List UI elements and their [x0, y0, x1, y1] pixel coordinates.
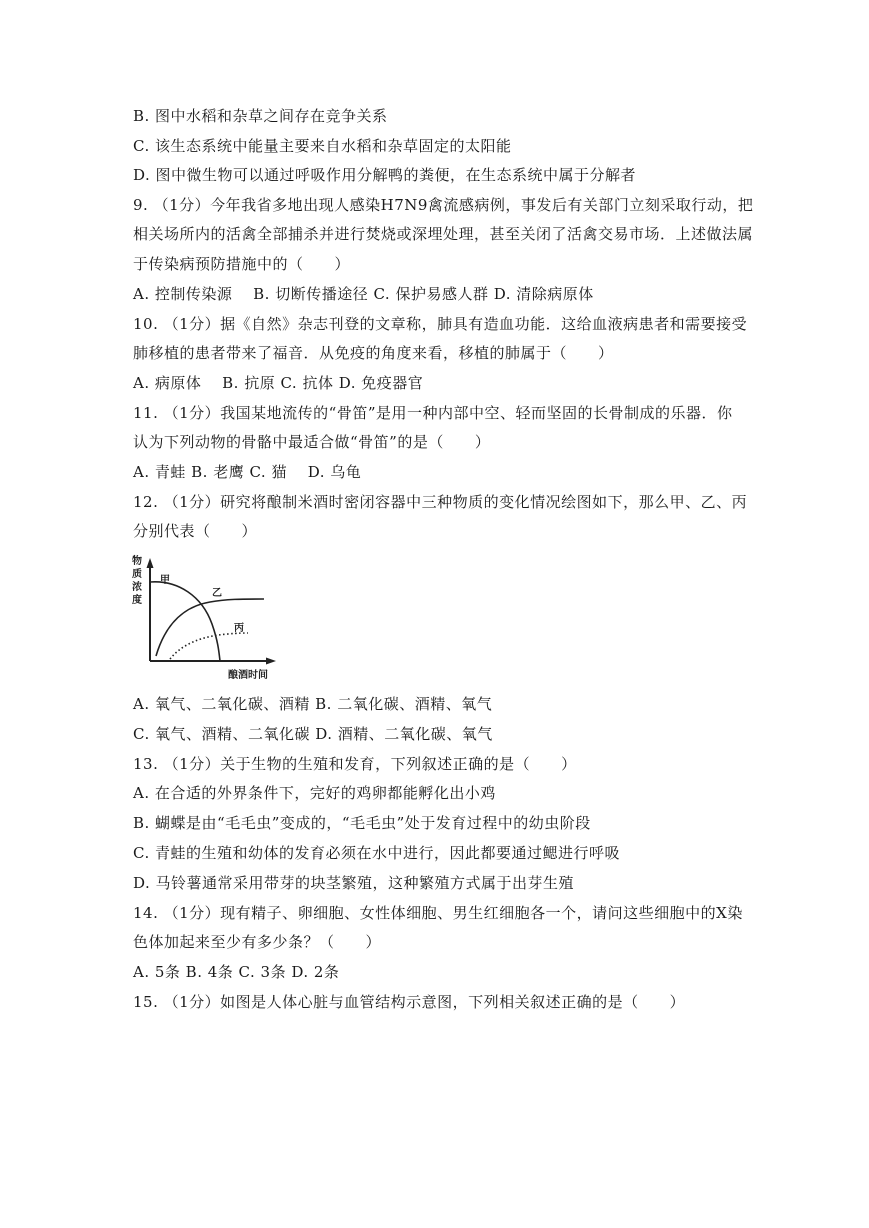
question-12-line-2: 分别代表（ ） — [133, 522, 258, 540]
curve-bing — [170, 633, 248, 659]
question-12-options-ab: A. 氧气、二氧化碳、酒精 B. 二氧化碳、酒精、氧气 — [133, 695, 493, 713]
question-11-options: A. 青蛙 B. 老鹰 C. 猫 D. 乌龟 — [133, 463, 362, 481]
question-10-options: A. 病原体 B. 抗原 C. 抗体 D. 免疫器官 — [133, 374, 424, 392]
question-14-line-2: 色体加起来至少有多少条？（ ） — [133, 933, 382, 951]
question-9-line-1: 9. （1分）今年我省多地出现人感染H7N9禽流感病例，事发后有关部门立刻采取行动，把 — [133, 196, 754, 214]
curve-jia — [150, 582, 220, 661]
question-11-line-1: 11. （1分）我国某地流传的“骨笛”是用一种内部中空、轻而坚固的长骨制成的乐器．你 — [133, 404, 733, 422]
question-9-line-3: 于传染病预防措施中的（ ） — [133, 255, 351, 273]
curve-label-jia: 甲 — [160, 575, 170, 586]
question-9-options: A. 控制传染源 B. 切断传播途径 C. 保护易感人群 D. 清除病原体 — [133, 285, 594, 303]
question-11-line-2: 认为下列动物的骨骼中最适合做“骨笛”的是（ ） — [133, 433, 491, 451]
x-axis-label: 酿酒时间 — [228, 670, 268, 681]
y-axis-label-char: 浓 — [132, 582, 142, 593]
question-13-option-a: A. 在合适的外界条件下，完好的鸡卵都能孵化出小鸡 — [133, 784, 496, 802]
question-10-line-2: 肺移植的患者带来了福音．从免疫的角度来看，移植的肺属于（ ） — [133, 344, 614, 362]
question-13-option-c: C. 青蛙的生殖和幼体的发育必须在水中进行，因此都要通过鳃进行呼吸 — [133, 844, 620, 862]
question-13-option-d: D. 马铃薯通常采用带芽的块茎繁殖，这种繁殖方式属于出芽生殖 — [133, 874, 575, 892]
y-axis-label-char: 物 — [132, 556, 142, 567]
curve-label-bing: 丙 — [234, 623, 244, 634]
fermentation-graph — [130, 548, 278, 684]
fermentation-graph-svg — [130, 548, 278, 684]
question-12-options-cd: C. 氧气、酒精、二氧化碳 D. 酒精、二氧化碳、氧气 — [133, 725, 493, 743]
y-axis-label-char: 质 — [132, 569, 142, 580]
option-8b: B. 图中水稻和杂草之间存在竞争关系 — [133, 107, 388, 125]
question-13-stem: 13. （1分）关于生物的生殖和发育，下列叙述正确的是（ ） — [133, 755, 577, 773]
question-13-option-b: B. 蝴蝶是由“毛毛虫”变成的，“毛毛虫”处于发育过程中的幼虫阶段 — [133, 814, 591, 832]
question-14-line-1: 14. （1分）现有精子、卵细胞、女性体细胞、男生红细胞各一个，请问这些细胞中的X染 — [133, 904, 743, 922]
question-9-line-2: 相关场所内的活禽全部捕杀并进行焚烧或深埋处理，甚至关闭了活禽交易市场．上述做法属 — [133, 225, 754, 243]
y-axis-label-char: 度 — [132, 595, 142, 606]
option-8c: C. 该生态系统中能量主要来自水稻和杂草固定的太阳能 — [133, 137, 512, 155]
option-8d: D. 图中微生物可以通过呼吸作用分解鸭的粪便，在生态系统中属于分解者 — [133, 166, 637, 184]
curve-label-yi: 乙 — [212, 588, 222, 599]
x-axis-arrow — [266, 658, 276, 665]
y-axis-arrow — [147, 558, 154, 568]
question-10-line-1: 10. （1分）据《自然》杂志刊登的文章称，肺具有造血功能．这给血液病患者和需要接受 — [133, 315, 748, 333]
question-12-line-1: 12. （1分）研究将酿制米酒时密闭容器中三种物质的变化情况绘图如下，那么甲、乙、丙 — [133, 493, 748, 511]
curve-yi — [156, 599, 264, 656]
question-15-stem: 15. （1分）如图是人体心脏与血管结构示意图，下列相关叙述正确的是（ ） — [133, 993, 686, 1011]
question-14-options: A. 5条 B. 4条 C. 3条 D. 2条 — [133, 963, 340, 981]
